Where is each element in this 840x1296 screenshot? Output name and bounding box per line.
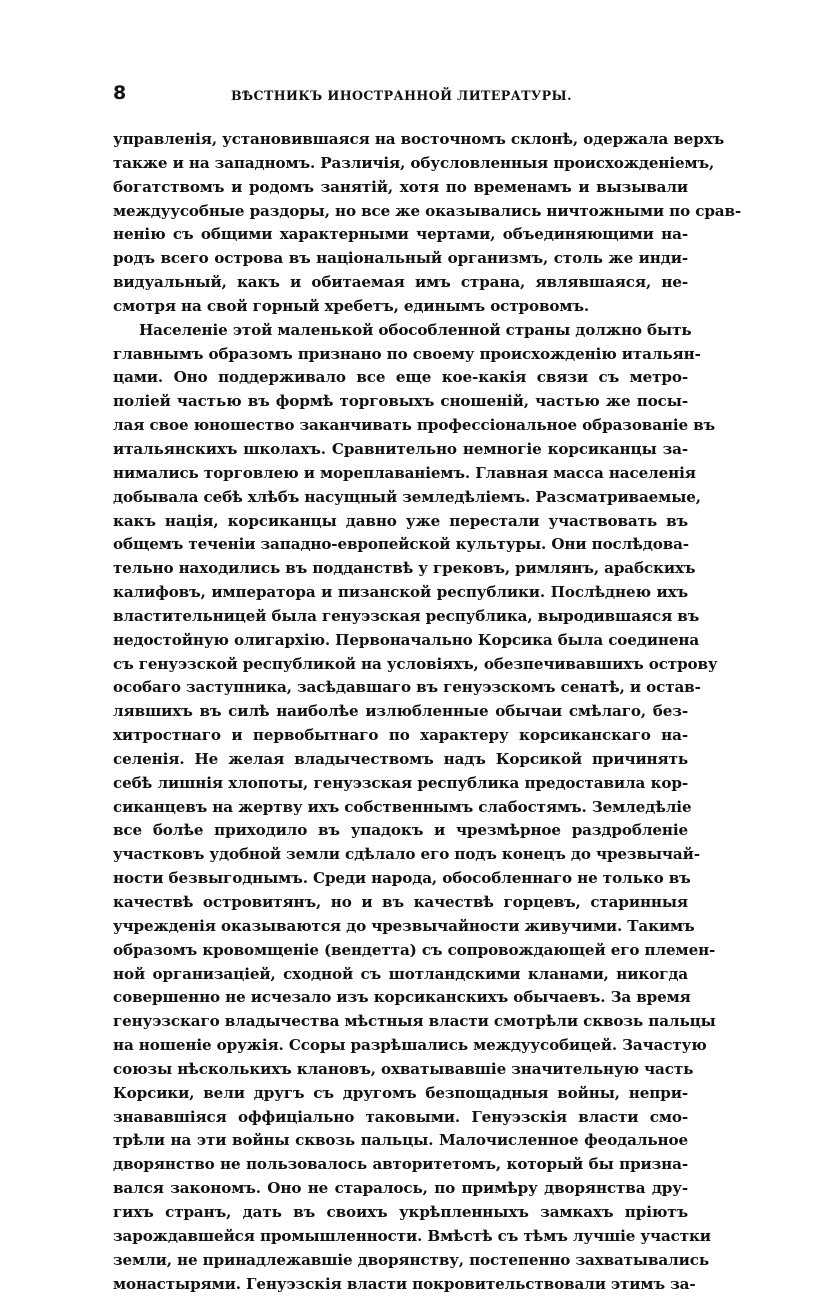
text-line: междуусобные раздоры, но все же оказывались ничтожными по срав- [113,200,688,224]
text-line: управленія, установившаяся на восточномъ склонѣ, одержала верхъ [113,128,688,152]
text-line: нимались торговлею и мореплаваніемъ. Главная масса населенія [113,462,688,486]
text-line: властительницей была генуэзская республика, выродившаяся въ [113,605,688,629]
text-line: главнымъ образомъ признано по своему происхожденію итальян- [113,343,688,367]
text-line: общемъ теченіи западно-европейской культуры. Они послѣдова- [113,533,688,557]
text-line: все болѣе приходило въ упадокъ и чрезмѣрное раздробленіе [113,819,688,843]
text-line: сиканцевъ на жертву ихъ собственнымъ слабостямъ. Земледѣліе [113,796,688,820]
text-line: участковъ удобной земли сдѣлало его подъ конецъ до чрезвычай- [113,843,688,867]
text-line: дворянство не пользовалось авторитетомъ, который бы призна- [113,1153,688,1177]
text-line: гихъ странъ, дать въ своихъ укрѣпленныхъ замкахъ пріютъ [113,1201,688,1225]
text-line: итальянскихъ школахъ. Сравнительно немногіе корсиканцы за- [113,438,688,462]
text-line: хитростнаго и первобытнаго по характеру корсиканскаго на- [113,724,688,748]
text-line: трѣли на эти войны сквозь пальцы. Малочисленное феодальное [113,1129,688,1153]
text-line: знававшіяся оффиціально таковыми. Генуэзскія власти смо- [113,1106,688,1130]
text-line: совершенно не исчезало изъ корсиканскихъ обычаевъ. За время [113,986,688,1010]
text-line: союзы нѣсколькихъ клановъ, охватывавшіе значительную часть [113,1058,688,1082]
text-line: качествѣ островитянъ, но и въ качествѣ горцевъ, старинныя [113,891,688,915]
page-number: 8 [113,82,126,104]
text-line: какъ нація, корсиканцы давно уже перестали участвовать въ [113,510,688,534]
running-title: ВѢСТНИКЪ ИНОСТРАННОЙ ЛИТЕРАТУРЫ. [231,88,572,103]
text-line: родъ всего острова въ національный организмъ, столь же инди- [113,247,688,271]
text-line: особаго заступника, засѣдавшаго въ генуэзскомъ сенатѣ, и остав- [113,676,688,700]
text-line: также и на западномъ. Различія, обусловленныя происхожденіемъ, [113,152,688,176]
text-line: на ношеніе оружія. Ссоры разрѣшались междуусобицей. Зачастую [113,1034,688,1058]
text-line: Населеніе этой маленькой обособленной страны должно быть [113,319,688,343]
text-line: монастырями. Генуэзскія власти покровительствовали этимъ за- [113,1273,688,1296]
text-line: недостойную олигархію. Первоначально Корсика была соединена [113,629,688,653]
paragraph [113,128,688,319]
text-line: образомъ кровомщеніе (вендетта) съ сопровождающей его племен- [113,939,688,963]
text-line: видуальный, какъ и обитаемая имъ страна, являвшаяся, не- [113,271,688,295]
text-line: цами. Оно поддерживало все еще кое-какія связи съ метро- [113,366,688,390]
page [113,82,688,1296]
text-line: генуэзскаго владычества мѣстныя власти смотрѣли сквозь пальцы [113,1010,688,1034]
text-line: Корсики, вели другъ съ другомъ безпощадныя войны, непри- [113,1082,688,1106]
text-line: ненію съ общими характерными чертами, объединяющими на- [113,223,688,247]
text-line: лявшихъ въ силѣ наиболѣе излюбленные обычаи смѣлаго, без- [113,700,688,724]
text-line: себѣ лишнія хлопоты, генуэзская республика предоставила кор- [113,772,688,796]
text-line: учрежденія оказываются до чрезвычайности живучими. Такимъ [113,915,688,939]
text-line: зарождавшейся промышленности. Вмѣстѣ съ тѣмъ лучшіе участки [113,1225,688,1249]
text-line: ности безвыгоднымъ. Среди народа, обособленнаго не только въ [113,867,688,891]
text-line: лая свое юношество заканчивать профессіональное образованіе въ [113,414,688,438]
text-line: богатствомъ и родомъ занятій, хотя по временамъ и вызывали [113,176,688,200]
page-header [113,82,688,108]
text-line: ной организаціей, сходной съ шотландскими кланами, никогда [113,963,688,987]
text-line: смотря на свой горный хребетъ, единымъ островомъ. [113,295,688,319]
text-line: селенія. Не желая владычествомъ надъ Корсикой причинять [113,748,688,772]
text-line: земли, не принадлежавшіе дворянству, постепенно захватывались [113,1249,688,1273]
body-text [113,128,688,1296]
text-line: съ генуэзской республикой на условіяхъ, обезпечивавшихъ острову [113,653,688,677]
paragraph [113,319,688,1296]
text-line: вался закономъ. Оно не старалось, по примѣру дворянства дру- [113,1177,688,1201]
text-line: калифовъ, императора и пизанской республики. Послѣднею ихъ [113,581,688,605]
text-line: добывала себѣ хлѣбъ насущный земледѣліемъ. Разсматриваемые, [113,486,688,510]
text-line: тельно находились въ подданствѣ у грековъ, римлянъ, арабскихъ [113,557,688,581]
text-line: поліей частью въ формѣ торговыхъ сношеній, частью же посы- [113,390,688,414]
